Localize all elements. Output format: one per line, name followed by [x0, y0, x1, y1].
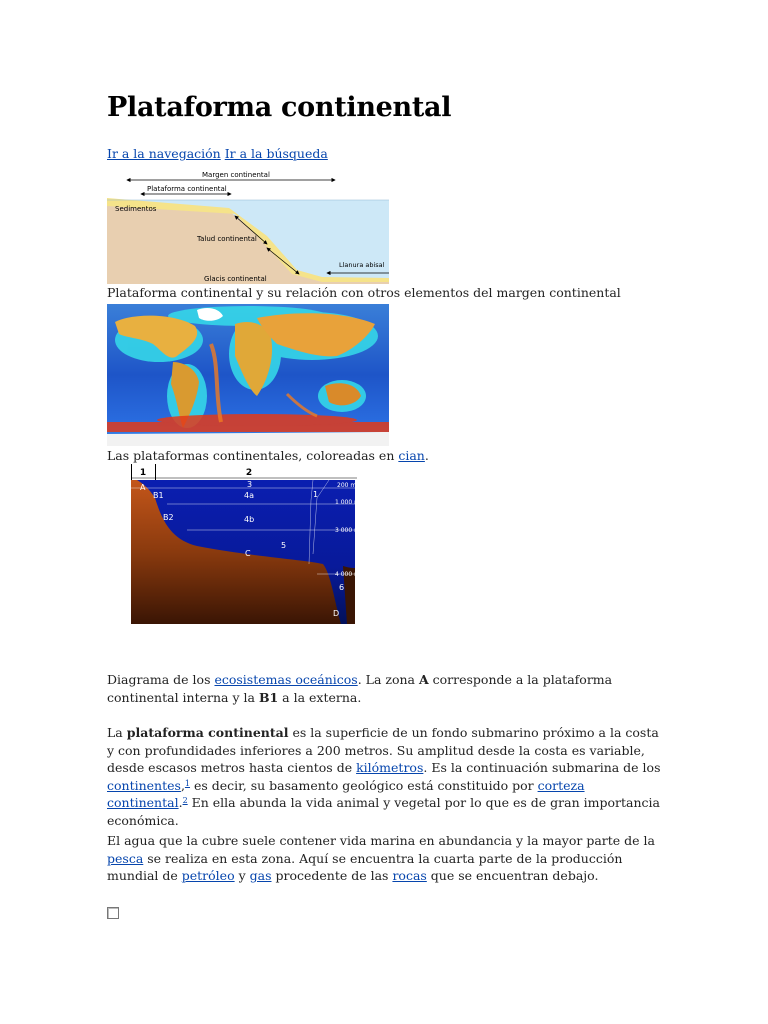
- figure2-caption: Las plataformas continentales, coloreadas en cian.: [107, 448, 429, 463]
- world-bathymetry-map: [107, 304, 389, 446]
- skip-links: [107, 146, 328, 161]
- label-llanura: Llanura abisal: [339, 261, 385, 269]
- checkbox[interactable]: [107, 907, 119, 919]
- zone-header-2: 2: [245, 468, 253, 478]
- label-sedimentos: Sedimentos: [115, 205, 157, 213]
- rocas-link[interactable]: rocas: [392, 868, 427, 883]
- label-glacis: Glacis continental: [204, 275, 267, 283]
- skip-to-search-link[interactable]: Ir a la búsqueda: [224, 146, 328, 161]
- svg-text:3: 3: [247, 480, 253, 489]
- svg-text:D: D: [333, 609, 340, 618]
- zone-header-1: 1: [139, 468, 147, 478]
- label-margen: Margen continental: [202, 171, 270, 179]
- paragraph-diagram-description: Diagrama de los ecosistemas oceánicos. La zona A corresponde a la plataforma continental interna y la B1 a la externa.: [107, 672, 613, 705]
- skip-to-navigation-link[interactable]: Ir a la navegación: [107, 146, 221, 161]
- ocean-ecosystem-diagram: [107, 464, 360, 624]
- continentes-link[interactable]: continentes: [107, 777, 181, 793]
- cian-link[interactable]: cian: [398, 448, 425, 463]
- figure1-caption: Plataforma continental y su relación con otros elementos del margen continental: [107, 285, 621, 300]
- paragraph-resources: El agua que la cubre suele contener vida marina en abundancia y la mayor parte de la pesca se realiza en esta zona. Aquí se encuentra la cuarta parte de la producción mundial de petróleo y gas procedente de las rocas que se encuentran debajo.: [107, 833, 655, 883]
- kilometros-link[interactable]: kilómetros: [356, 760, 424, 775]
- petroleo-link[interactable]: petróleo: [181, 868, 235, 883]
- svg-text:6: 6: [339, 583, 345, 592]
- svg-text:B1: B1: [153, 491, 164, 500]
- label-talud: Talud continental: [197, 235, 257, 243]
- page-title: Plataforma continental: [107, 92, 452, 123]
- svg-text:5: 5: [281, 541, 287, 550]
- label-plataforma: Plataforma continental: [147, 185, 227, 193]
- reference-2-link[interactable]: 2: [182, 796, 188, 805]
- svg-text:4 000 m: 4 000 m: [335, 571, 360, 578]
- paragraph-definition: La plataforma continental es la superficie de un fondo submarino próximo a la costa y con profundidades inferiores a 200 metros. Su amplitud desde la costa es variable, desde escasos metros hasta cientos de kilómetros. Es la continuación submarina de los continentes,$^1$ es decir, su basamento geológico está constituido por corteza continental.$^2$ En ella abunda la vida animal y vegetal por lo que es de gran importancia económica.: [107, 725, 661, 828]
- gas-link[interactable]: gas: [249, 868, 272, 883]
- continental-margin-diagram: [107, 170, 389, 284]
- svg-text:C: C: [245, 549, 251, 558]
- svg-text:B2: B2: [163, 513, 174, 522]
- svg-text:1 000 m: 1 000 m: [335, 499, 360, 506]
- svg-text:A: A: [140, 483, 146, 492]
- svg-text:200 m: 200 m: [337, 482, 357, 489]
- reference-1-link[interactable]: 1: [184, 778, 191, 788]
- svg-text:4a: 4a: [244, 491, 254, 500]
- svg-text:3 000 m: 3 000 m: [335, 527, 360, 534]
- pesca-link[interactable]: pesca: [107, 850, 144, 866]
- ecosistemas-oceanicos-link[interactable]: ecosistemas oceánicos: [214, 672, 358, 687]
- svg-text:4b: 4b: [244, 515, 255, 524]
- corteza-continental-link[interactable]: corteza continental: [107, 777, 585, 810]
- svg-text:1: 1: [313, 490, 319, 499]
